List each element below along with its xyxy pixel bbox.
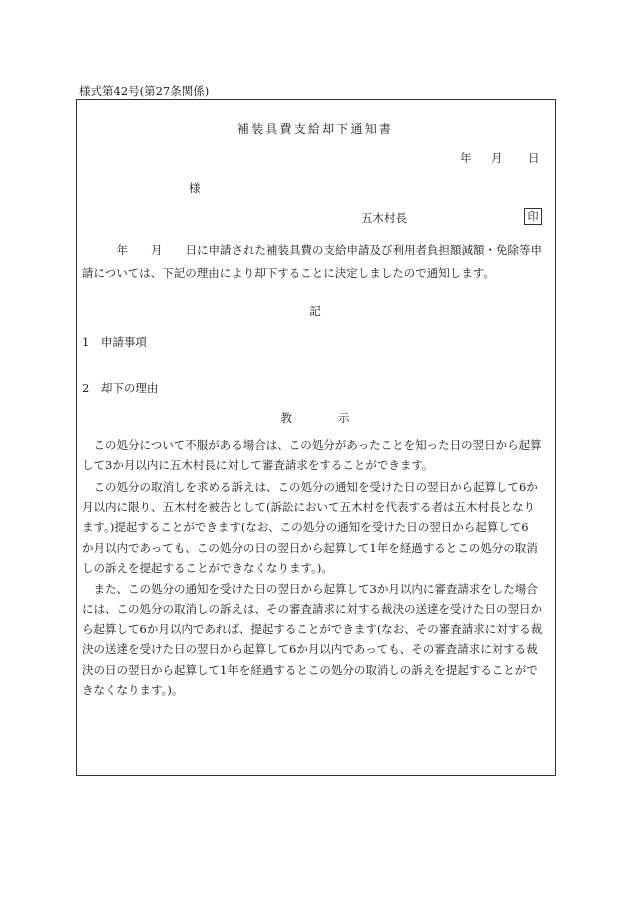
item-application-matter: 1 申請事項 [82,335,147,349]
instruction-line: ます。)提起することができます(なお、この処分の通知を受けた日の翌日から起算して6 [82,520,529,534]
date-month-label: 月 [491,151,503,165]
instruction-line: きなくなります。)。 [82,683,184,697]
instruction-line: この処分について不服がある場合は、この処分があったことを知った日の翌日から起算 [82,438,542,452]
instruction-line: 決の日の翌日から起算して1年を経過するとこの処分の取消しの訴えを提起することがで [82,663,538,677]
instruction-line: しの訴えを提起することができなくなります。)。 [82,561,333,575]
instruction-line: 月以内に限り、五木村を被告として(訴訟において五木村を代表する者は五木村長となり [82,500,535,514]
instruction-line: 決の送達を受けた日の翌日から起算して6か月以内であっても、その審査請求に対する裁 [82,642,538,656]
ki-heading: 記 [309,304,321,318]
date-day-label: 日 [528,151,540,165]
notice-body-line: 請については、下記の理由により却下することに決定しましたので通知します。 [82,266,495,280]
instruction-line: には、この処分の取消しの訴えは、その審査請求に対する裁決の送達を受けた日の翌日か [82,602,542,616]
instruction-line: この処分の取消しを求める訴えは、この処分の通知を受けた日の翌日から起算して6か [82,480,538,494]
instruction-line: また、この処分の通知を受けた日の翌日から起算して3か月以内に審査請求をした場合 [82,582,538,596]
form-number-label: 様式第42号(第27条関係) [79,84,210,98]
instruction-line: ら起算して6か月以内であれば、提起することができます(なお、その審査請求に対する裁 [82,622,543,636]
notice-body-line: 年 月 日に申請された補装具費の支給申請及び利用者負担額減額・免除等申 [82,243,542,257]
item-rejection-reason: 2 却下の理由 [82,381,159,395]
instruction-line: して3か月以内に五木村長に対して審査請求をすることができます。 [82,458,434,472]
seal-stamp-box: 印 [524,208,542,225]
date-year-label: 年 [460,151,472,165]
recipient-honorific: 様 [189,181,201,195]
instruction-line: か月以内であっても、この処分の日の翌日から起算して1年を経過するとこの処分の取消 [82,541,538,555]
kyoji-heading: 教 示 [280,411,350,425]
document-title: 補装具費支給却下通知書 [236,122,394,136]
issuer-name: 五木村長 [361,211,407,225]
